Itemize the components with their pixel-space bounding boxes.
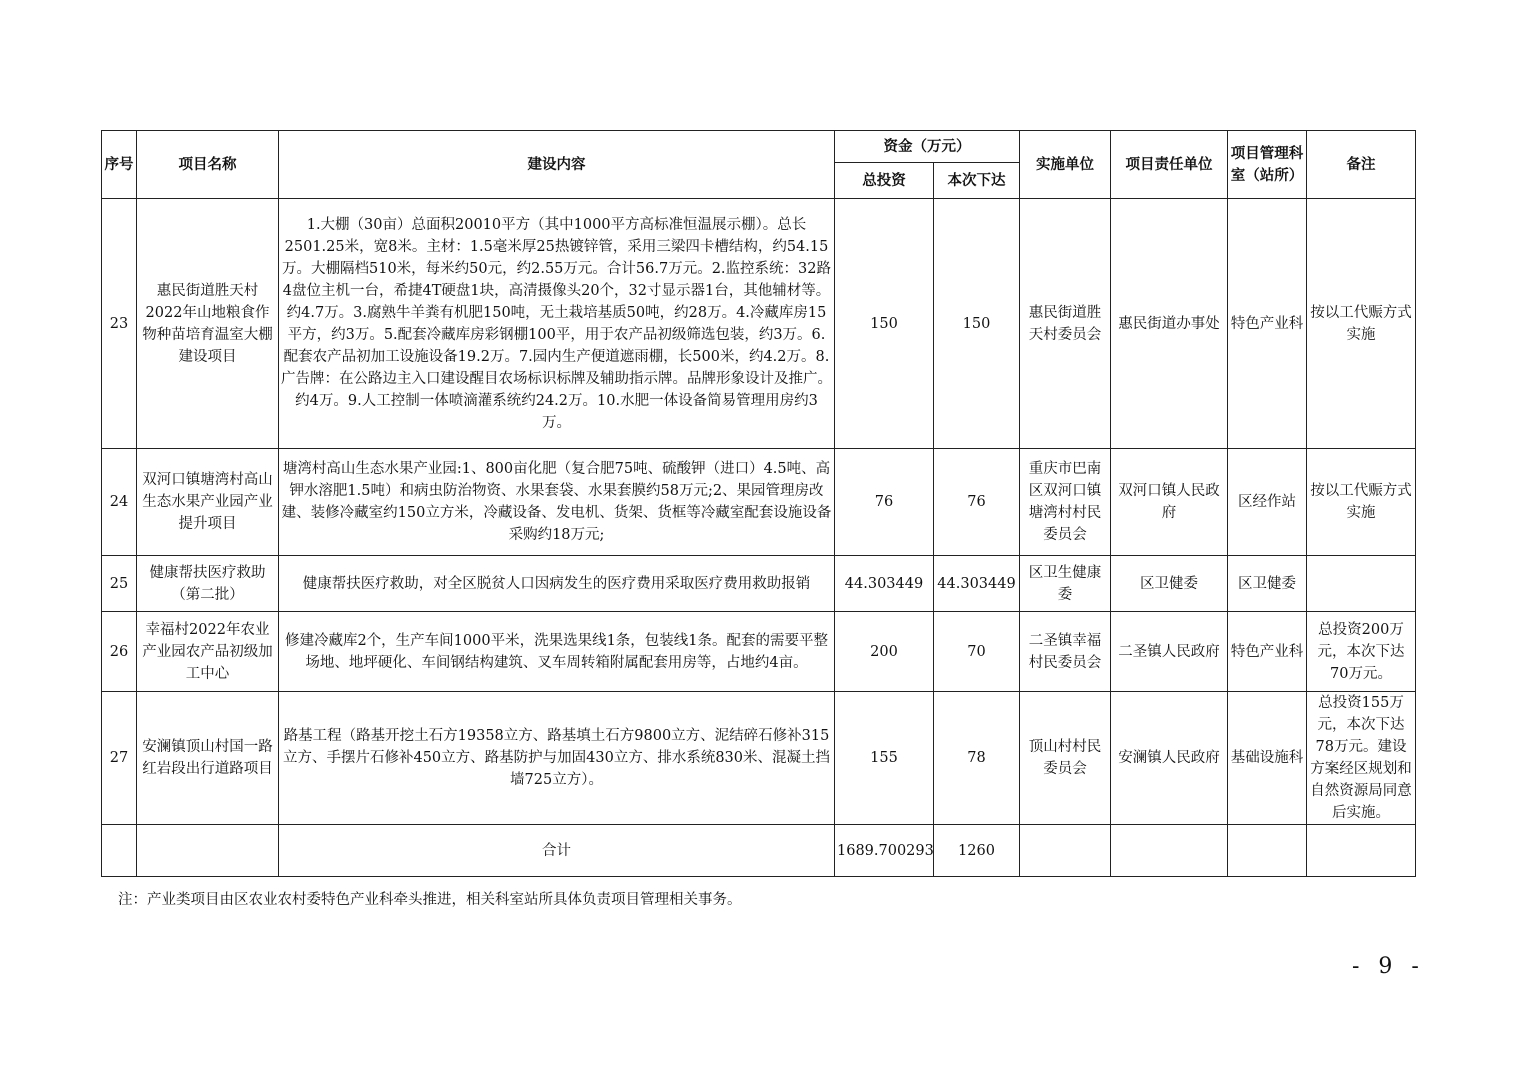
- row-name: 幸福村2022年农业产业园农产品初级加工中心: [137, 612, 279, 692]
- row-impl: 顶山村村民委员会: [1020, 692, 1111, 825]
- header-total-invest: 总投资: [835, 163, 934, 199]
- row-mgmt: 区经作站: [1228, 449, 1307, 556]
- row-remark: 按以工代赈方式实施: [1307, 199, 1416, 449]
- table-row: [102, 199, 1416, 449]
- total-invest-sum: 1689.700293: [835, 825, 934, 877]
- row-resp: 双河口镇人民政府: [1111, 449, 1228, 556]
- header-content: 建设内容: [279, 131, 835, 199]
- row-remark: [1307, 556, 1416, 612]
- row-content: 路基工程（路基开挖土石方19358立方、路基填土石方9800立方、泥结碎石修补315立方、手摆片石修补450立方、路基防护与加固430立方、排水系统830米、混凝土挡墙725立方）。: [279, 692, 835, 825]
- row-mgmt: 区卫健委: [1228, 556, 1307, 612]
- row-content: 塘湾村高山生态水果产业园:1、800亩化肥（复合肥75吨、硫酸钾（进口）4.5吨、高钾水溶肥1.5吨）和病虫防治物资、水果套袋、水果套膜约58万元;2、果园管理房改建、装修冷藏室约150立方米，冷藏设备、发电机、货架、货框等冷藏室配套设施设备采购约18万元;: [279, 449, 835, 556]
- row-total: 155: [835, 692, 934, 825]
- row-content: 修建冷藏库2个，生产车间1000平米，洗果选果线1条，包装线1条。配套的需要平整场地、地坪硬化、车间钢结构建筑、叉车周转箱附属配套用房等，占地约4亩。: [279, 612, 835, 692]
- header-mgmt-office: 项目管理科室（站所）: [1228, 131, 1307, 199]
- row-mgmt: 特色产业科: [1228, 612, 1307, 692]
- row-remark: 按以工代赈方式实施: [1307, 449, 1416, 556]
- table-row: [102, 612, 1416, 692]
- total-issued-sum: 1260: [934, 825, 1020, 877]
- row-resp: 安澜镇人民政府: [1111, 692, 1228, 825]
- row-seq: 23: [102, 199, 137, 449]
- table-row: [102, 449, 1416, 556]
- project-table: [101, 130, 1416, 877]
- row-issued: 70: [934, 612, 1020, 692]
- row-resp: 二圣镇人民政府: [1111, 612, 1228, 692]
- row-mgmt: 基础设施科: [1228, 692, 1307, 825]
- page-number: - 9 -: [1352, 954, 1425, 979]
- row-name: 双河口镇塘湾村高山生态水果产业园产业提升项目: [137, 449, 279, 556]
- row-total: 200: [835, 612, 934, 692]
- row-issued: 76: [934, 449, 1020, 556]
- header-this-issue: 本次下达: [934, 163, 1020, 199]
- row-seq: 27: [102, 692, 137, 825]
- total-label: 合计: [279, 825, 835, 877]
- row-total: 76: [835, 449, 934, 556]
- row-impl: 区卫生健康委: [1020, 556, 1111, 612]
- table-row: [102, 692, 1416, 825]
- row-total: 150: [835, 199, 934, 449]
- row-issued: 78: [934, 692, 1020, 825]
- total-row: [102, 825, 1416, 877]
- row-name: 安澜镇顶山村国一路红岩段出行道路项目: [137, 692, 279, 825]
- footnote: 注：产业类项目由区农业农村委特色产业科牵头推进，相关科室站所具体负责项目管理相关事务。: [118, 892, 742, 908]
- header-name: 项目名称: [137, 131, 279, 199]
- row-name: 惠民街道胜天村2022年山地粮食作物种苗培育温室大棚建设项目: [137, 199, 279, 449]
- row-name: 健康帮扶医疗救助（第二批）: [137, 556, 279, 612]
- row-impl: 重庆市巴南区双河口镇塘湾村村民委员会: [1020, 449, 1111, 556]
- row-content: 1.大棚（30亩）总面积20010平方（其中1000平方高标准恒温展示棚）。总长2501.25米，宽8米。主材：1.5毫米厚25热镀锌管，采用三梁四卡槽结构，约54.15万。大棚隔档510米，每米约50元，约2.55万元。合计56.7万元。2.监控系统：32路4盘位主机一台，希捷4T硬盘1块，高清摄像头20个，32寸显示器1台，其他辅材等。约4.7万。3.腐熟牛羊粪有机肥150吨，无土栽培基质50吨，约28万。4.冷藏库房15平方，约3万。5.配套冷藏库房彩钢棚100平，用于农产品初级筛选包装，约3万。6.配套农产品初加工设施设备19.2万。7.园内生产便道遮雨棚，长500米，约4.2万。8.广告牌：在公路边主入口建设醒目农场标识标牌及辅助指示牌。品牌形象设计及推广。约4万。9.人工控制一体喷滴灌系统约24.2万。10.水肥一体设备简易管理用房约3万。: [279, 199, 835, 449]
- header-impl-unit: 实施单位: [1020, 131, 1111, 199]
- row-issued: 150: [934, 199, 1020, 449]
- table-row: [102, 556, 1416, 612]
- row-content: 健康帮扶医疗救助，对全区脱贫人口因病发生的医疗费用采取医疗费用救助报销: [279, 556, 835, 612]
- row-resp: 惠民街道办事处: [1111, 199, 1228, 449]
- row-issued: 44.303449: [934, 556, 1020, 612]
- row-impl: 二圣镇幸福村民委员会: [1020, 612, 1111, 692]
- row-seq: 25: [102, 556, 137, 612]
- row-seq: 26: [102, 612, 137, 692]
- header-resp-unit: 项目责任单位: [1111, 131, 1228, 199]
- row-mgmt: 特色产业科: [1228, 199, 1307, 449]
- row-remark: 总投资200万元，本次下达70万元。: [1307, 612, 1416, 692]
- header-remarks: 备注: [1307, 131, 1416, 199]
- row-seq: 24: [102, 449, 137, 556]
- row-total: 44.303449: [835, 556, 934, 612]
- row-resp: 区卫健委: [1111, 556, 1228, 612]
- row-impl: 惠民街道胜天村委员会: [1020, 199, 1111, 449]
- row-remark: 总投资155万元，本次下达78万元。建设方案经区规划和自然资源局同意后实施。: [1307, 692, 1416, 825]
- header-seq: 序号: [102, 131, 137, 199]
- header-funds: 资金（万元）: [835, 131, 1020, 163]
